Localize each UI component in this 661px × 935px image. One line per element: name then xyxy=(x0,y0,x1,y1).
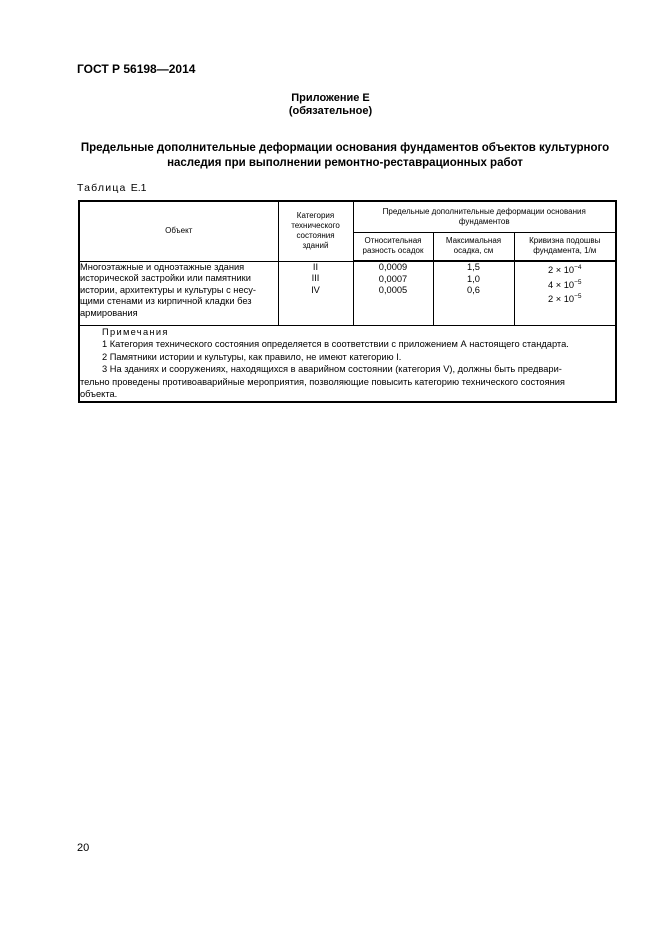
header-curvature xyxy=(514,232,616,261)
table-row xyxy=(79,261,616,325)
header-relative-settlement xyxy=(353,232,433,261)
curvature-base: 2 × 10 xyxy=(547,294,575,305)
page-number: 20 xyxy=(77,842,90,854)
max-value: 0,6 xyxy=(467,285,480,295)
table-number: Е.1 xyxy=(130,182,147,194)
note-item: 1 Категория технического состояния определяется в соответствии с приложением А настоящего стандарта. xyxy=(102,339,569,350)
header-category-line: Категория xyxy=(296,211,335,221)
note-item: 3 На зданиях и сооружениях, находящихся в аварийном состоянии (категория V), должны быть предвари- xyxy=(102,364,562,375)
header-deformations-group xyxy=(353,201,616,232)
header-relative-line: Относительная xyxy=(364,236,422,246)
curvature-exponent: −5 xyxy=(574,278,582,286)
header-category-line: зданий xyxy=(302,241,329,251)
header-max-line: Максимальная xyxy=(445,236,502,246)
object-line: армирования xyxy=(80,307,138,318)
object-line: истории, архитектуры и культуры с несу- xyxy=(80,284,257,295)
category-value: II xyxy=(312,261,319,272)
header-category-line: технического xyxy=(291,221,340,231)
header-curvature-line: Кривизна подошвы xyxy=(529,236,601,246)
object-line: Многоэтажные и одноэтажные здания xyxy=(80,261,245,272)
curvature-base: 2 × 10 xyxy=(547,265,575,276)
header-curvature-line: фундамента, 1/м xyxy=(533,246,597,256)
header-category-line: состояния xyxy=(296,231,335,241)
header-max-settlement xyxy=(433,232,514,261)
notes-row xyxy=(79,325,616,402)
table-label xyxy=(77,182,146,194)
cell-category xyxy=(278,261,353,325)
header-category xyxy=(278,201,353,261)
curvature-exponent: −4 xyxy=(574,264,582,271)
notes-title: Примечания xyxy=(102,326,169,337)
category-value: III xyxy=(311,273,320,283)
notes-cell xyxy=(79,325,616,402)
document-title-line-2: наследия при выполнении ремонтно-реставрационных работ xyxy=(167,157,523,169)
deformation-table xyxy=(78,200,617,403)
standard-code: ГОСТ Р 56198—2014 xyxy=(77,62,196,76)
appendix-heading xyxy=(0,92,661,118)
relative-value: 0,0005 xyxy=(378,285,408,295)
note-item: 2 Памятники истории и культуры, как правило, не имеют категорию I. xyxy=(102,351,402,362)
curvature-exponent: −5 xyxy=(574,293,582,301)
appendix-title: Приложение Е xyxy=(291,92,370,104)
note-continuation: тельно проведены противоаварийные мероприятия, позволяющие повысить категорию технического состояния xyxy=(80,376,565,387)
header-group-line: Предельные дополнительные деформации основания xyxy=(382,206,586,216)
appendix-status: (обязательное) xyxy=(288,105,373,117)
table-label-word: Таблица xyxy=(77,182,127,194)
cell-object xyxy=(79,261,278,325)
cell-max xyxy=(433,261,514,325)
cell-curvature xyxy=(514,261,616,325)
header-max-line: осадка, см xyxy=(453,246,494,256)
curvature-value xyxy=(515,277,616,292)
max-value: 1,0 xyxy=(467,273,480,284)
curvature-base: 4 × 10 xyxy=(547,279,575,290)
curvature-value xyxy=(515,291,616,306)
max-value: 1,5 xyxy=(467,262,480,272)
header-group-line: фундаментов xyxy=(458,216,510,226)
document-title-line-1: Предельные дополнительные деформации основания фундаментов объектов культурного xyxy=(80,142,610,154)
note-continuation: объекта. xyxy=(80,389,118,400)
category-value: IV xyxy=(311,284,320,295)
header-object: Объект xyxy=(79,201,278,261)
document-title xyxy=(80,141,610,171)
relative-value: 0,0009 xyxy=(378,262,408,272)
header-relative-line: разность осадок xyxy=(362,246,424,256)
cell-relative xyxy=(353,261,433,325)
object-line: щими стенами из кирпичной кладки без xyxy=(80,296,252,306)
curvature-value xyxy=(515,262,616,277)
object-line: исторической застройки или памятники xyxy=(80,273,251,283)
relative-value: 0,0007 xyxy=(378,273,408,284)
